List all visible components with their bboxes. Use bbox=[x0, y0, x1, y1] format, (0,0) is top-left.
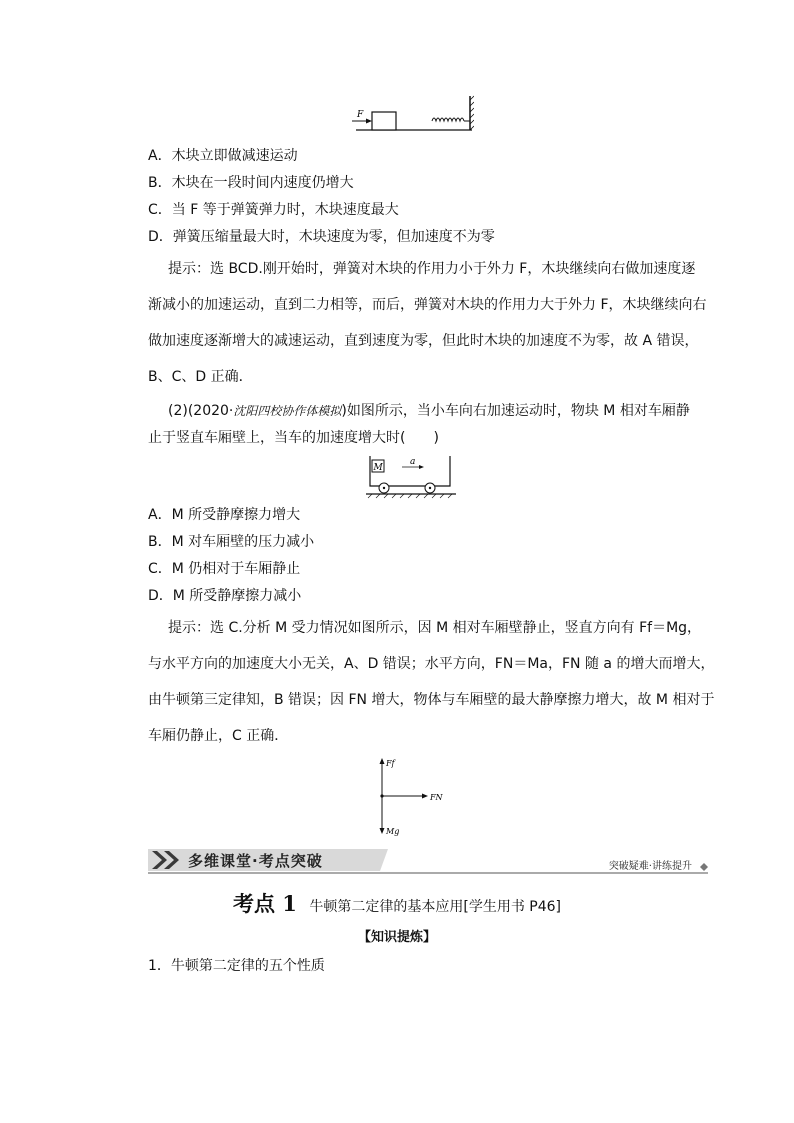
q2-hint-line-1: 提示：选 C.分析 M 受力情况如图所示，因 M 相对车厢壁静止，竖直方向有 Ff＝Mg， bbox=[168, 620, 702, 636]
q2-option-d: D．M 所受静摩擦力减小 bbox=[148, 588, 302, 604]
q2-stem-source: 沈阳四校协作体模拟 bbox=[233, 404, 342, 418]
q2-hint-line-2: 与水平方向的加速度大小无关，A、D 错误；水平方向，FN＝Ma，FN 随 a 的增大而增大， bbox=[148, 656, 715, 672]
banner-left-title: 多维课堂·考点突破 bbox=[188, 852, 323, 870]
force-diagram bbox=[370, 756, 446, 838]
force-f-label: F bbox=[357, 110, 364, 120]
banner-right-text: 突破疑难·讲练提升 bbox=[608, 861, 692, 872]
q1-hint-line-1: 提示：选 BCD.刚开始时，弹簧对木块的作用力小于外力 F，木块继续向右做加速度逐 bbox=[168, 261, 696, 277]
q1-hint-line-4: B、C、D 正确． bbox=[148, 369, 253, 385]
q2-hint-line-3: 由牛顿第三定律知，B 错误；因 FN 增大，物体与车厢壁的最大静摩擦力增大，故 M 相对于 bbox=[148, 692, 715, 708]
cart-figure bbox=[366, 452, 456, 500]
q2-hint-line-4: 车厢仍静止，C 正确． bbox=[148, 728, 289, 744]
block-spring-figure bbox=[348, 94, 474, 136]
q2-option-b: B．M 对车厢壁的压力减小 bbox=[148, 534, 315, 550]
q2-option-a: A．M 所受静摩擦力增大 bbox=[148, 507, 301, 523]
accel-a-label: a bbox=[410, 457, 416, 467]
item-1-heading: 1．牛顿第二定律的五个性质 bbox=[148, 958, 325, 974]
mg-label: Mg bbox=[386, 827, 400, 836]
q1-option-c: C．当 F 等于弹簧弹力时，木块速度最大 bbox=[148, 202, 399, 218]
section-title bbox=[0, 888, 794, 918]
q1-option-b: B．木块在一段时间内速度仍增大 bbox=[148, 175, 354, 191]
ff-label: Ff bbox=[386, 759, 395, 768]
q1-option-a: A．木块立即做减速运动 bbox=[148, 148, 298, 164]
section-title-text: 牛顿第二定律的基本应用[学生用书 P46] bbox=[309, 899, 562, 915]
q2-stem-suffix: )如图所示，当小车向右加速运动时，物块 M 相对车厢静 bbox=[341, 403, 690, 419]
block-m-label: M bbox=[373, 463, 383, 473]
q2-option-c: C．M 仍相对于车厢静止 bbox=[148, 561, 301, 577]
section-banner bbox=[148, 849, 708, 875]
fn-label: FN bbox=[430, 793, 443, 802]
q1-hint-line-2: 渐减小的加速运动，直到二力相等，而后，弹簧对木块的作用力大于外力 F，木块继续向右 bbox=[148, 297, 707, 313]
knowledge-tag: 【知识提炼】 bbox=[357, 930, 436, 945]
q1-option-d: D．弹簧压缩量最大时，木块速度为零，但加速度不为零 bbox=[148, 229, 495, 245]
q2-stem-prefix: (2)(2020· bbox=[168, 403, 234, 419]
kaodian-number: 考点 1 bbox=[232, 891, 297, 916]
q1-hint-line-3: 做加速度逐渐增大的减速运动，直到速度为零，但此时木块的加速度不为零，故 A 错误， bbox=[148, 333, 699, 349]
q2-stem-line-1 bbox=[168, 401, 690, 421]
q2-stem-line-2: 止于竖直车厢壁上，当车的加速度增大时( ) bbox=[148, 430, 439, 446]
